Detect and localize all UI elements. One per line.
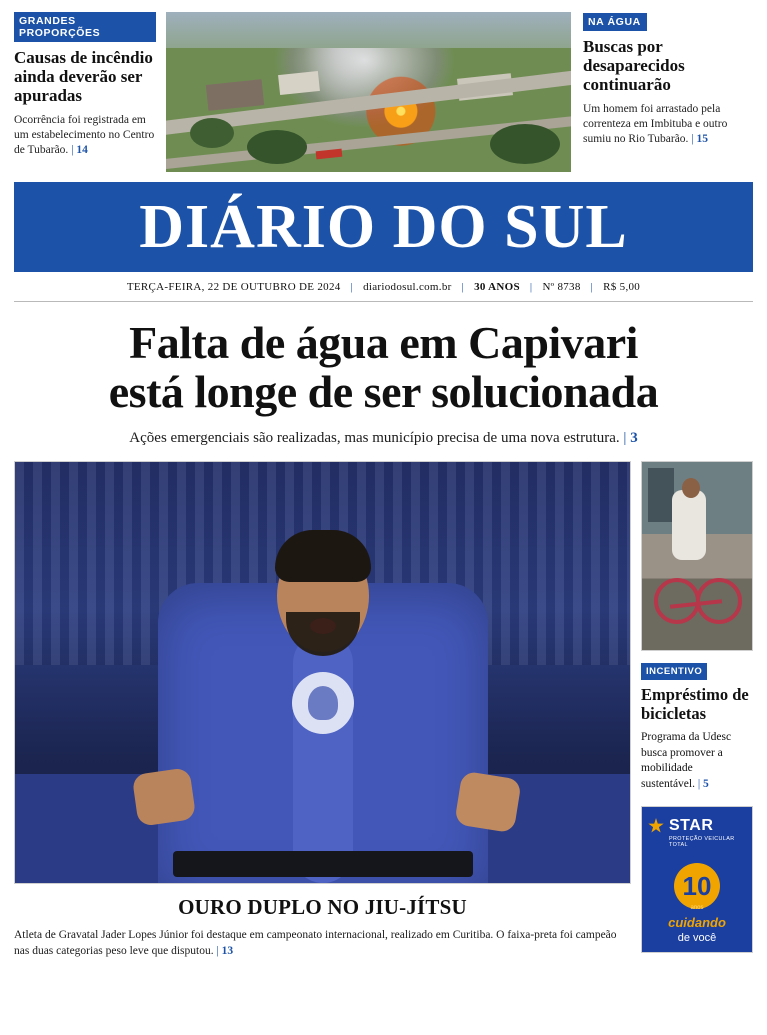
dateline-divider: | bbox=[590, 281, 594, 293]
main-caption-headline: OURO DUPLO NO JIU-JÍTSU bbox=[178, 895, 467, 920]
separator-icon: | bbox=[68, 144, 77, 157]
top-right-kicker: NA ÁGUA bbox=[583, 13, 647, 31]
bike-photo-illustration bbox=[642, 462, 752, 650]
lead-page: 3 bbox=[630, 430, 638, 447]
main-caption-text bbox=[14, 928, 631, 960]
top-right-headline: Buscas por desaparecidos continuarão bbox=[583, 37, 685, 95]
main-column bbox=[14, 461, 631, 960]
side-body: Programa da Udesc busca promover a mobilidade sustentável. bbox=[641, 731, 732, 790]
side-column bbox=[641, 461, 753, 960]
dateline-issue: Nº 8738 bbox=[542, 281, 581, 293]
top-right-body: Um homem foi arrastado pela correnteza em Imbituba e outro sumiu no Rio Tubarão. bbox=[583, 103, 728, 146]
side-kicker: INCENTIVO bbox=[641, 663, 707, 680]
dateline bbox=[14, 272, 753, 302]
main-caption-body: Atleta de Gravatal Jader Lopes Júnior foi destaque em campeonato internacional, realizado em Curitiba. O faixa-preta foi campeão nas duas categorias peso leve que disputou. bbox=[14, 929, 617, 958]
photo-mouth bbox=[310, 618, 336, 634]
top-left-kicker: GRANDES PROPORÇÕES bbox=[14, 12, 156, 42]
lead-headline-line2: está longe de ser solucionada bbox=[108, 366, 659, 418]
photo-building bbox=[205, 80, 263, 112]
photo-patch bbox=[292, 672, 354, 734]
photo-belt bbox=[173, 851, 473, 877]
side-page: 5 bbox=[703, 777, 709, 790]
dateline-divider: | bbox=[350, 281, 354, 293]
advertisement[interactable] bbox=[641, 806, 753, 953]
separator-icon: | bbox=[688, 133, 697, 146]
lead-subhead-text: Ações emergenciais são realizadas, mas município precisa de uma nova estrutura. bbox=[129, 430, 620, 447]
photo-tree bbox=[190, 118, 234, 148]
top-right-page: 15 bbox=[696, 133, 708, 146]
masthead bbox=[14, 182, 753, 272]
separator-icon: | bbox=[694, 777, 704, 790]
ad-slogan-line2: de você bbox=[677, 932, 717, 944]
lead-headline bbox=[20, 318, 747, 416]
photo-door bbox=[648, 468, 674, 522]
top-strip bbox=[14, 12, 753, 172]
fire-photo-illustration bbox=[166, 12, 571, 172]
top-left-headline: Causas de incêndio ainda deverão ser apuradas bbox=[14, 48, 153, 106]
top-left-text bbox=[14, 113, 156, 159]
dateline-divider: | bbox=[461, 281, 465, 293]
top-left-story[interactable] bbox=[14, 12, 166, 172]
main-caption-page: 13 bbox=[221, 945, 234, 958]
ad-anniversary-label: anos bbox=[690, 905, 704, 911]
photo-skyline bbox=[166, 12, 571, 48]
ad-brand-row bbox=[642, 807, 752, 835]
dateline-price: R$ 5,00 bbox=[603, 281, 641, 293]
side-headline: Empréstimo de bicicletas bbox=[641, 685, 749, 723]
lead-subhead bbox=[20, 430, 747, 447]
separator-icon: | bbox=[619, 430, 631, 447]
newspaper-front-page bbox=[0, 12, 767, 1035]
top-photo bbox=[166, 12, 571, 172]
main-photo bbox=[14, 461, 631, 884]
page-body bbox=[14, 461, 753, 960]
photo-person bbox=[672, 490, 706, 560]
side-text bbox=[641, 730, 753, 792]
separator-icon: | bbox=[213, 945, 222, 958]
star-icon bbox=[648, 818, 664, 834]
top-right-story[interactable] bbox=[571, 12, 753, 172]
ad-anniversary-number: 10 bbox=[674, 863, 720, 909]
photo-fist-right bbox=[454, 771, 522, 834]
masthead-title: DIÁRIO DO SUL bbox=[139, 193, 628, 261]
ad-brand: STAR bbox=[669, 817, 714, 834]
photo-building bbox=[278, 71, 320, 95]
dateline-divider: | bbox=[529, 281, 533, 293]
ad-slogan-line1: cuidando bbox=[668, 915, 726, 930]
dateline-anniversary: 30 ANOS bbox=[474, 281, 520, 293]
lead-story[interactable] bbox=[14, 302, 753, 447]
judo-photo-illustration bbox=[15, 462, 630, 883]
photo-lapel bbox=[293, 633, 353, 883]
photo-tree bbox=[490, 124, 560, 164]
ad-tagline: PROTEÇÃO VEICULAR TOTAL bbox=[669, 836, 735, 848]
dateline-date: TERÇA-FEIRA, 22 DE OUTUBRO DE 2024 bbox=[126, 281, 341, 293]
top-left-page: 14 bbox=[76, 144, 88, 157]
photo-fist-left bbox=[132, 768, 197, 828]
top-left-body: Ocorrência foi registrada em um estabelecimento no Centro de Tubarão. bbox=[14, 114, 155, 157]
side-photo bbox=[641, 461, 753, 651]
photo-tree bbox=[247, 130, 307, 164]
top-right-text bbox=[583, 102, 753, 148]
lead-headline-line1: Falta de água em Capivari bbox=[129, 317, 638, 368]
photo-hair bbox=[275, 530, 371, 582]
dateline-site[interactable]: diariodosul.com.br bbox=[363, 281, 452, 293]
